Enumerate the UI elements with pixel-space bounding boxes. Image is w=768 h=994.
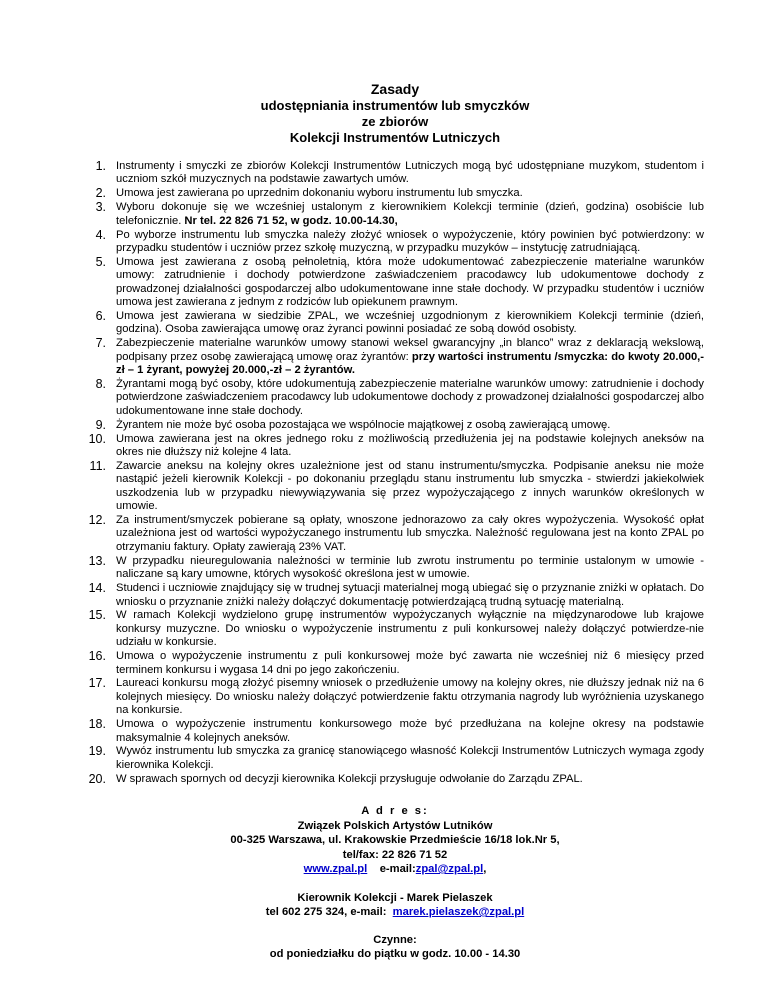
rule-text: Umowa jest zawierana w siedzibie ZPAL, we wcześniej uzgodnionym z kierownikiem Kolekcji terminie (dzień, godzina). Osoba zawierająca umowę oraz żyranci powinni posiadać ze sobą dowód osobisty. bbox=[116, 309, 704, 336]
rule-number: 3. bbox=[95, 200, 106, 215]
rule-item bbox=[86, 745, 704, 772]
rule-item bbox=[86, 378, 704, 418]
rule-number: 2. bbox=[95, 186, 106, 201]
manager-title: Kierownik Kolekcji - Marek Pielaszek bbox=[297, 891, 493, 904]
rules-list bbox=[86, 160, 704, 786]
rule-number: 16. bbox=[88, 649, 106, 664]
website-link[interactable]: www.zpal.pl bbox=[303, 863, 368, 876]
rule-text: Zawarcie aneksu na kolejny okres uzależnione jest od stanu instrumentu/smyczka. Podpisanie aneksu nie może nastąpić jeżeli kierownik Kolekcji - po dokonaniu przeglądu stanu instrumentu lub smyczka - stwierdzi jakiekolwiek uszkodzenia lub w przypadku niewywiązywania się przez wypożyczającego z innych warunków określonych w umowie. bbox=[116, 459, 704, 513]
address-heading: A d r e s: bbox=[361, 805, 429, 818]
rule-number: 9. bbox=[95, 417, 106, 432]
rule-item bbox=[86, 773, 704, 786]
rule-number: 13. bbox=[88, 553, 106, 568]
manager-contact-line bbox=[86, 905, 704, 920]
email-label: e-mail: bbox=[379, 863, 416, 876]
rule-text: Za instrument/smyczek pobierane są opłaty, wnoszone jednorazowo za cały okres wypożyczenia. Wysokość opłat uzależniona jest od wartości wypożyczanego instrumentu lub smyczka. Należność regulowana jest na konto ZPAL po otrzymaniu faktury. Opłaty zawierają 23% VAT. bbox=[116, 514, 704, 553]
rule-text: Umowa jest zawierana z osobą pełnoletnią, która może udokumentować zabezpieczenie materialne warunków umowy: zatrudnienie i dochody potwierdzone zaświadczeniem pracodawcy lub udokumentowe dochody z prowadzonej działalności gospodarczej albo udokumentowane inne stałe dochody. W przypadku studentów i uczniów umowa jest zawierana z jednym z rodziców lub opiekunem prawnym. bbox=[116, 255, 704, 309]
rule-number: 7. bbox=[95, 336, 106, 351]
rule-bold-text: Nr tel. 22 826 71 52, w godz. 10.00-14.30, bbox=[181, 214, 398, 227]
manager-email-link[interactable]: marek.pielaszek@zpal.pl bbox=[392, 906, 525, 919]
rule-number: 19. bbox=[88, 744, 106, 759]
rule-item bbox=[86, 419, 704, 432]
rule-text: Wywóz instrumentu lub smyczka za granicę stanowiącego własność Kolekcji Instrumentów Lutniczych wymaga zgody kierownika Kolekcji. bbox=[116, 745, 704, 771]
rule-number: 1. bbox=[95, 159, 106, 173]
manager-block bbox=[86, 891, 704, 920]
rule-number: 15. bbox=[88, 608, 106, 623]
rule-text: Umowa jest zawierana po uprzednim dokonaniu wyboru instrumentu lub smyczka. bbox=[116, 187, 523, 200]
rule-text: W sprawach spornych od decyzji kierownika Kolekcji przysługuje odwołanie do Zarządu ZPAL. bbox=[116, 772, 583, 785]
rule-text: Umowa zawierana jest na okres jednego roku z możliwością przedłużenia jej na podstawie kolejnych aneksów na okres nie dłuższy niż kolejne 4 lata. bbox=[116, 432, 704, 459]
address-street: 00-325 Warszawa, ul. Krakowskie Przedmieście 16/18 lok.Nr 5, bbox=[230, 834, 560, 847]
address-org: Związek Polskich Artystów Lutników bbox=[297, 819, 493, 832]
rule-text: Wyboru dokonuje się we wcześniej ustalonym z kierownikiem Kolekcji terminie (dzień, godzina) osobiście lub telefonicznie. bbox=[116, 201, 704, 227]
rule-number: 10. bbox=[88, 431, 106, 446]
hours-heading: Czynne: bbox=[373, 933, 417, 946]
rule-item bbox=[86, 460, 704, 514]
email-suffix: , bbox=[483, 863, 487, 876]
address-block bbox=[86, 804, 704, 877]
rule-number: 18. bbox=[88, 717, 106, 732]
rule-number: 5. bbox=[95, 254, 106, 269]
rule-item bbox=[86, 609, 704, 649]
document-title bbox=[86, 80, 704, 146]
rule-number: 8. bbox=[95, 377, 106, 391]
rule-text: Żyrantem nie może być osoba pozostająca we wspólnocie majątkowej z osobą zawierającą umowę. bbox=[116, 418, 611, 431]
rule-number: 17. bbox=[88, 676, 106, 691]
email-link[interactable]: zpal@zpal.pl bbox=[415, 863, 484, 876]
hours-text: od poniedziałku do piątku w godz. 10.00 - 14.30 bbox=[269, 948, 521, 961]
rule-text: Umowa o wypożyczenie instrumentu konkursowego może być przedłużana na kolejne okresy na podstawie maksymalnie 4 kolejnych aneksów. bbox=[116, 718, 704, 744]
title-line-3: ze zbiorów bbox=[361, 114, 429, 129]
title-line-2: udostępniania instrumentów lub smyczków bbox=[260, 98, 530, 113]
rule-item bbox=[86, 337, 704, 377]
address-contact-line bbox=[86, 862, 704, 877]
rule-item bbox=[86, 229, 704, 256]
rule-text: W przypadku nieuregulowania należności w terminie lub zwrotu instrumentu po terminie ustalonym w umowie - naliczane są kary umowne, których wysokość określona jest w umowie. bbox=[116, 554, 704, 581]
rule-number: 12. bbox=[88, 513, 106, 528]
title-line-4: Kolekcji Instrumentów Lutniczych bbox=[289, 130, 501, 145]
manager-tel: tel 602 275 324, e-mail: bbox=[265, 906, 387, 919]
rule-item bbox=[86, 650, 704, 677]
rule-item bbox=[86, 582, 704, 609]
hours-block bbox=[86, 933, 704, 962]
rule-number: 20. bbox=[88, 771, 106, 786]
title-line-1: Zasady bbox=[370, 81, 420, 97]
rule-text: Instrumenty i smyczki ze zbiorów Kolekcji Instrumentów Lutniczych mogą być udostępniane muzykom, studentom i uczniom szkół muzycznych na podstawie zawartych umów. bbox=[116, 160, 704, 186]
rule-item bbox=[86, 201, 704, 228]
rule-item bbox=[86, 718, 704, 745]
rule-item bbox=[86, 310, 704, 337]
rule-item bbox=[86, 256, 704, 310]
rule-bold-text: przy wartości instrumentu /smyczka: do kwoty 20.000,-zł – 1 żyrant, powyżej 20.000,-zł – 2 żyrantów. bbox=[116, 350, 704, 377]
rule-item bbox=[86, 677, 704, 717]
rule-item bbox=[86, 433, 704, 460]
rule-text: Umowa o wypożyczenie instrumentu z puli konkursowej może być zawarta nie wcześniej niż 6 miesięcy przed terminem konkursu i wygasa 14 dni po jego zakończeniu. bbox=[116, 650, 704, 676]
rule-number: 11. bbox=[89, 458, 106, 473]
rule-item bbox=[86, 555, 704, 582]
rule-item bbox=[86, 160, 704, 187]
rule-text: W ramach Kolekcji wydzielono grupę instrumentów wypożyczanych wyłącznie na międzynarodowe lub krajowe konkursy muzyczne. Do wniosku o wypożyczenie instrumentu z puli konkursowej należy dołączyć potwierdze-nie udziału w konkursie. bbox=[116, 609, 704, 649]
rule-text: Laureaci konkursu mogą złożyć pisemny wniosek o przedłużenie umowy na kolejny okres, nie dłuższy jednak niż na 6 kolejnych miesięcy. Do wniosku należy dołączyć potwierdzenie faktu otrzymania nagrody lub wyróżnienia uzyskanego na konkursie. bbox=[116, 677, 704, 717]
address-telfax: tel/fax: 22 826 71 52 bbox=[342, 848, 448, 861]
rule-text: Po wyborze instrumentu lub smyczka należy złożyć wniosek o wypożyczenie, który powinien być potwierdzony: w przypadku studentów i uczniów przez szkołę muzyczną, w przypadku muzyków – instytucję zatrudniającą. bbox=[116, 228, 704, 254]
rule-number: 6. bbox=[95, 308, 106, 323]
rule-number: 4. bbox=[95, 227, 106, 242]
rule-item bbox=[86, 514, 704, 554]
rule-item bbox=[86, 187, 704, 200]
rule-text: Studenci i uczniowie znajdujący się w trudnej sytuacji materialnej mogą ubiegać się o przyznanie zniżki w opłatach. Do wniosku o przyznanie zniżki należy dołączyć dokumentację potwierdzającą trudną sytuację materialną. bbox=[116, 582, 704, 608]
rule-number: 14. bbox=[88, 581, 106, 596]
rule-text: Zabezpieczenie materialne warunków umowy stanowi weksel gwarancyjny „in blanco” wraz z deklaracją wekslową, podpisany przez osobę zawierającą umowę oraz żyrantów: bbox=[116, 337, 704, 363]
rule-text: Żyrantami mogą być osoby, które udokumentują zabezpieczenie materialne warunków umowy: zatrudnienie i dochody potwierdzone zaświadczeniem pracodawcy lub udokumentowe dochody z prowadzonej działalności gospodarczej albo udokumentowane inne stałe dochody. bbox=[116, 378, 704, 417]
